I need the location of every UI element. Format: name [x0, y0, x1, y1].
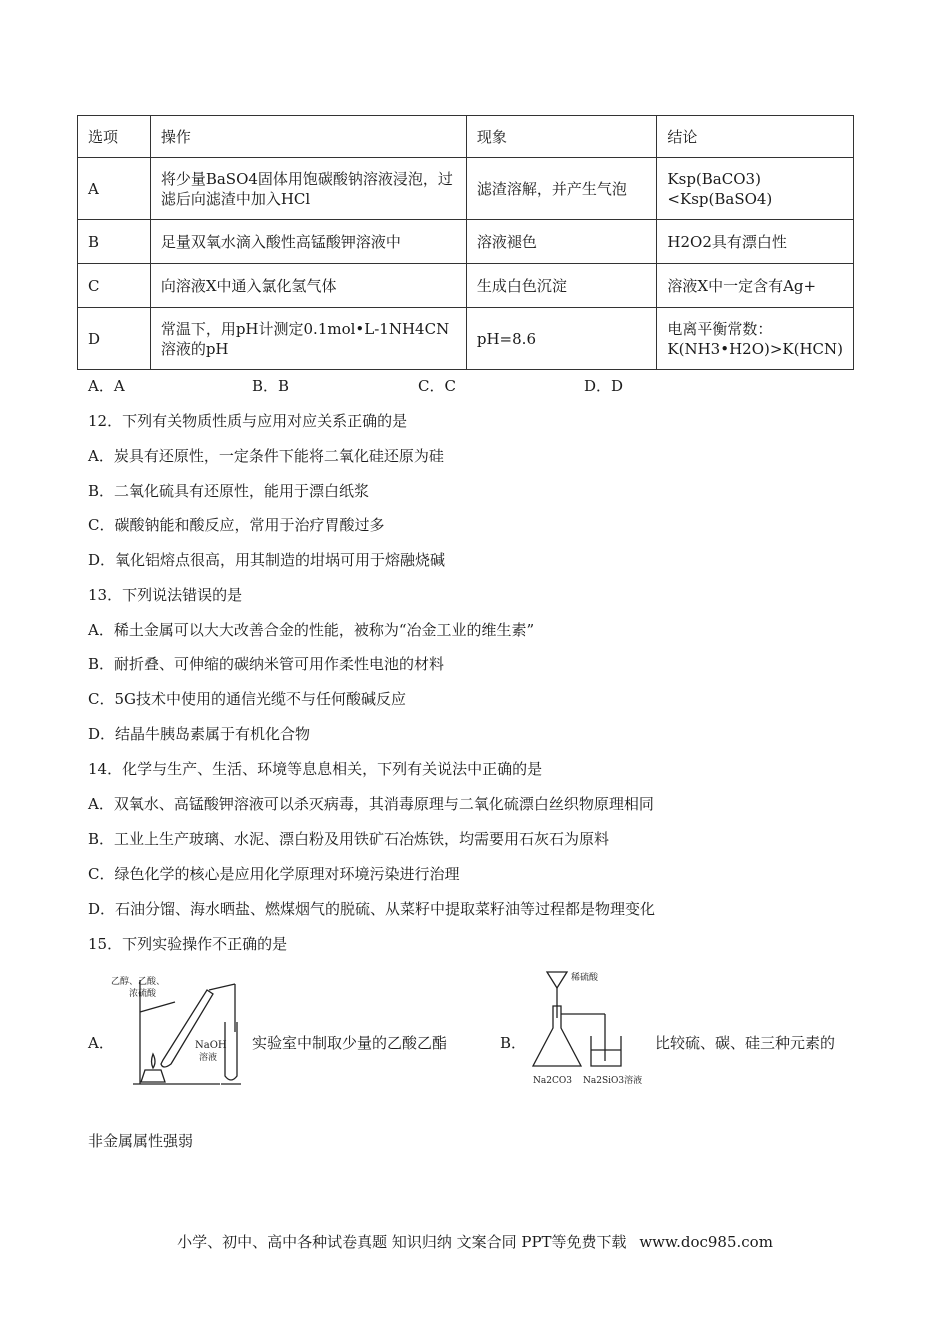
table-row: [78, 308, 854, 370]
burner: [141, 1070, 165, 1082]
row-phenomenon: 溶液褪色: [466, 220, 657, 264]
reagent-label-1: 乙醇、乙酸、: [111, 977, 166, 987]
q14-option-a: A．双氧水、高锰酸钾溶液可以杀灭病毒，其消毒原理与二氧化硫漂白丝织物原理相同: [88, 795, 654, 813]
q15-stem: 15．下列实验操作不正确的是: [88, 935, 288, 953]
beaker: [591, 1036, 621, 1066]
row-phenomenon: 生成白色沉淀: [466, 264, 657, 308]
q14-option-d: D．石油分馏、海水晒盐、燃煤烟气的脱硫、从菜籽中提取菜籽油等过程都是物理变化: [88, 900, 656, 918]
header-option: 选项: [78, 116, 151, 158]
header-conclusion: 结论: [657, 116, 854, 158]
row-operation: 向溶液X中通入氯化氢气体: [150, 264, 466, 308]
row-operation: 将少量BaSO4固体用饱碳酸钠溶液浸泡，过滤后向滤渣中加入HCl: [150, 158, 466, 220]
naoh-label-2: 溶液: [199, 1053, 218, 1063]
reagent-label-2: 浓硫酸: [129, 989, 157, 999]
footer-url[interactable]: www.doc985.com: [639, 1233, 773, 1251]
row-phenomenon: pH=8.6: [466, 308, 657, 370]
table-row: [78, 158, 854, 220]
option-b: B．B: [252, 377, 290, 395]
table-row: [78, 220, 854, 264]
option-d: D．D: [584, 377, 624, 395]
q14-option-c: C．绿色化学的核心是应用化学原理对环境污染进行治理: [88, 865, 460, 883]
naoh-label: NaOH: [195, 1040, 227, 1051]
q13-option-c: C．5G技术中使用的通信光缆不与任何酸碱反应: [88, 690, 407, 708]
option-a: A．A: [88, 377, 125, 395]
q13-option-d: D．结晶牛胰岛素属于有机化合物: [88, 725, 311, 743]
funnel: [547, 972, 567, 988]
row-phenomenon: 滤渣溶解，并产生气泡: [466, 158, 657, 220]
footer-text: 小学、初中、高中各种试卷真题 知识归纳 文案合同 PPT等免费下载: [177, 1233, 627, 1251]
row-option: C: [78, 264, 151, 308]
row-conclusion: H2O2具有漂白性: [657, 220, 854, 264]
ester-apparatus-diagram: [105, 972, 250, 1090]
row-option: A: [78, 158, 151, 220]
acid-label: 稀硫酸: [571, 973, 599, 983]
flask-label: Na2CO3: [533, 1076, 572, 1086]
row-option: B: [78, 220, 151, 264]
row-conclusion: 电离平衡常数：K(NH3•H2O)>K(HCN): [657, 308, 854, 370]
q13-option-a: A．稀土金属可以大大改善合金的性能，被称为“冶金工业的维生素”: [88, 621, 535, 639]
header-operation: 操作: [150, 116, 466, 158]
header-phenomenon: 现象: [466, 116, 657, 158]
acid-comparison-diagram: [525, 966, 650, 1092]
q12-option-c: C．碳酸钠能和酸反应，常用于治疗胃酸过多: [88, 516, 385, 534]
flame: [152, 1054, 156, 1068]
row-option: D: [78, 308, 151, 370]
q12-option-a: A．炭具有还原性，一定条件下能将二氧化硅还原为硅: [88, 447, 444, 465]
beaker-label: Na2SiO3溶液: [583, 1076, 643, 1086]
q11-table: [77, 115, 854, 370]
table-header-row: [78, 116, 854, 158]
row-conclusion: Ksp(BaCO3)<Ksp(BaSO4): [657, 158, 854, 220]
q14-option-b: B．工业上生产玻璃、水泥、漂白粉及用铁矿石冶炼铁，均需要用石灰石为原料: [88, 830, 610, 848]
q12-option-d: D．氧化铝熔点很高，用其制造的坩埚可用于熔融烧碱: [88, 551, 446, 569]
q13-stem: 13．下列说法错误的是: [88, 586, 243, 604]
q12-option-b: B．二氧化硫具有还原性，能用于漂白纸浆: [88, 482, 370, 500]
q15-option-b-text: 比较硫、碳、硅三种元素的: [655, 1034, 836, 1052]
q13-option-b: B．耐折叠、可伸缩的碳纳米管可用作柔性电池的材料: [88, 655, 445, 673]
page-footer: [0, 1231, 950, 1252]
q15-option-b-text-cont: 非金属属性强弱: [88, 1132, 194, 1150]
q15-option-a-text: 实验室中制取少量的乙酸乙酯: [252, 1034, 448, 1052]
option-c: C．C: [418, 377, 456, 395]
row-operation: 足量双氧水滴入酸性高锰酸钾溶液中: [150, 220, 466, 264]
q15-option-a-label: A．: [88, 1034, 114, 1052]
q11-options: [88, 375, 848, 397]
q15-option-b-label: B．: [500, 1034, 527, 1052]
row-conclusion: 溶液X中一定含有Ag+: [657, 264, 854, 308]
q12-stem: 12．下列有关物质性质与应用对应关系正确的是: [88, 412, 408, 430]
row-operation: 常温下，用pH计测定0.1mol•L-1NH4CN溶液的pH: [150, 308, 466, 370]
q14-stem: 14．化学与生产、生活、环境等息息相关，下列有关说法中正确的是: [88, 760, 543, 778]
table-row: [78, 264, 854, 308]
